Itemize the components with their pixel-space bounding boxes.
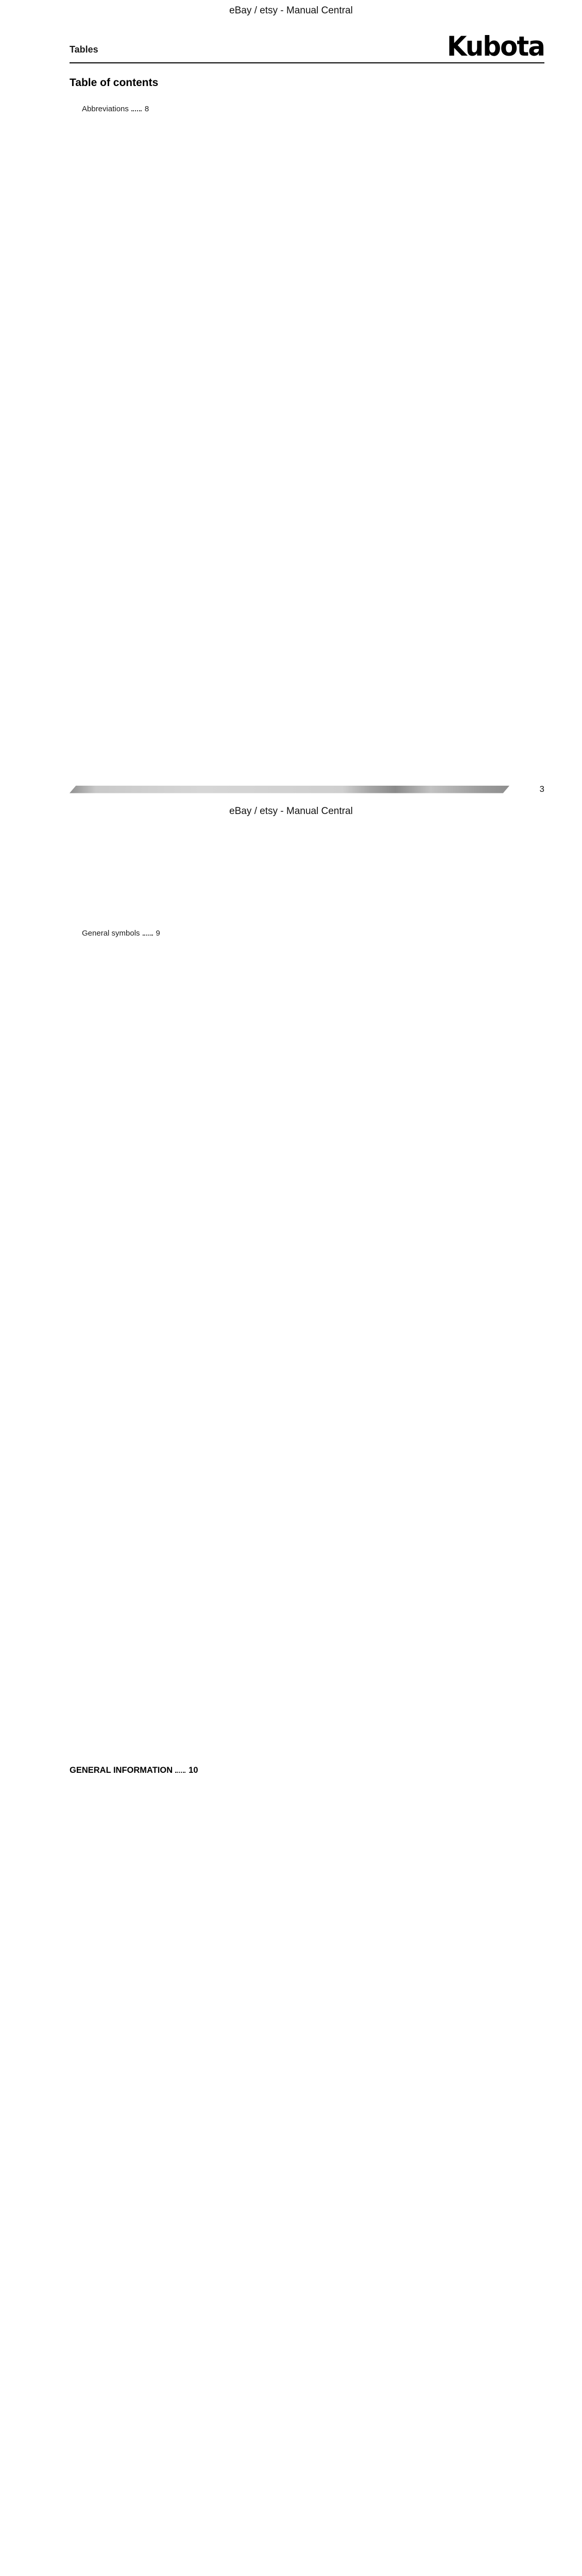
- toc-entry-page: 9: [155, 928, 544, 1752]
- kubota-logo: Kubota: [447, 30, 544, 62]
- toc-entry: [70, 104, 544, 928]
- page-number: 3: [539, 784, 544, 794]
- toc-entry-page: 10: [187, 1765, 544, 2576]
- page-footer: [70, 784, 544, 794]
- toc-entry-label: GENERAL INFORMATION: [70, 1766, 173, 1775]
- toc-entry: [70, 928, 544, 1752]
- header-rule: [70, 62, 544, 63]
- top-watermark: eBay / etsy - Manual Central: [229, 5, 353, 16]
- toc-leader-dots: [175, 1772, 185, 1773]
- page-content: [70, 0, 544, 2576]
- toc-section-entry: [70, 1765, 544, 2576]
- bottom-watermark: eBay / etsy - Manual Central: [229, 806, 353, 817]
- toc-list: [70, 104, 544, 2576]
- toc-leader-dots: [131, 110, 142, 111]
- section-label: Tables: [70, 44, 98, 55]
- page-title: Table of contents: [70, 77, 159, 89]
- toc-entry-label: General symbols: [82, 929, 140, 938]
- page-header: [70, 28, 544, 62]
- toc-leader-dots: [143, 935, 153, 936]
- toc-entry-page: 8: [144, 104, 544, 928]
- decorative-divider: [70, 786, 510, 793]
- toc-entry-label: Abbreviations: [82, 105, 129, 113]
